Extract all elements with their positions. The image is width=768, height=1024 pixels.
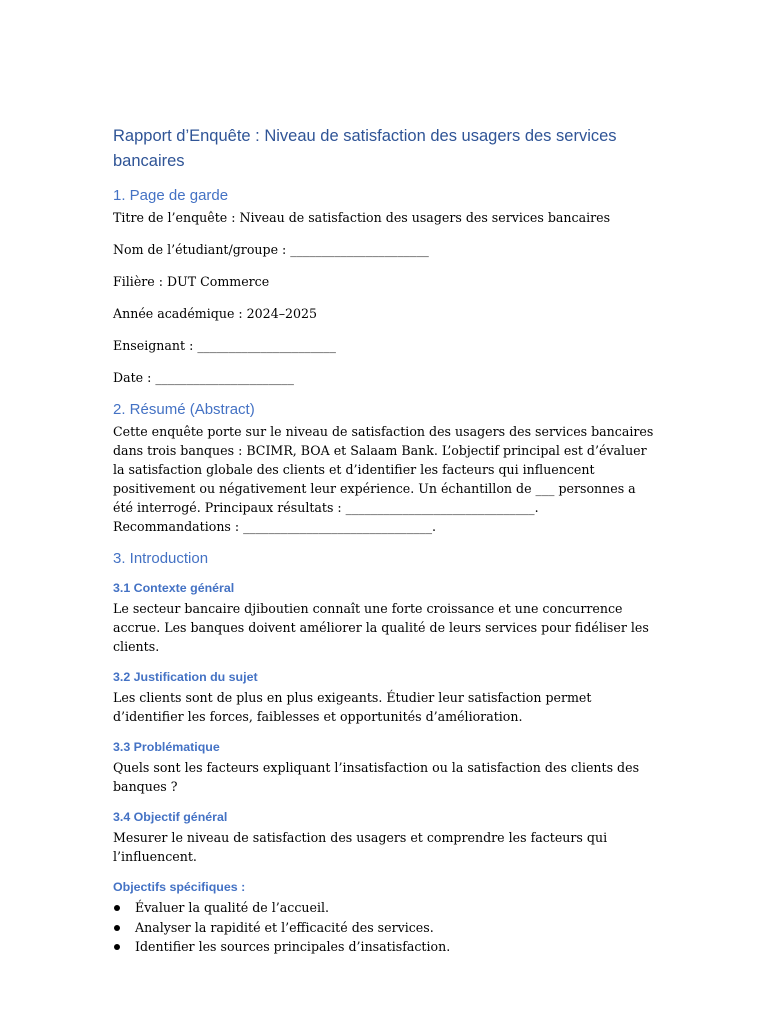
line-date: Date : ______________________: [113, 370, 294, 385]
list-item: [113, 898, 658, 918]
line-nom-etudiant: Nom de l’étudiant/groupe : ______________________: [113, 242, 429, 257]
document-title: Rapport d’Enquête : Niveau de satisfaction des usagers des services bancaires: [113, 127, 617, 170]
heading-page-de-garde: 1. Page de garde: [113, 187, 229, 204]
bullet-icon: [114, 905, 120, 911]
heading-justification: 3.2 Justification du sujet: [113, 670, 258, 684]
heading-objectif-general: 3.4 Objectif général: [113, 810, 228, 824]
contexte-paragraph: Le secteur bancaire djiboutien connaît une forte croissance et une concurrence accrue. Les banques doivent améliorer la qualité de leurs services pour fidéliser les clients.: [113, 601, 649, 654]
list-item-text: Identifier les sources principales d’insatisfaction.: [135, 939, 451, 954]
bullet-icon: [114, 944, 120, 950]
heading-objectifs-specifiques: Objectifs spécifiques :: [113, 880, 246, 894]
heading-contexte-general: 3.1 Contexte général: [113, 581, 235, 595]
justification-paragraph: Les clients sont de plus en plus exigeants. Étudier leur satisfaction permet d’identifier les forces, faiblesses et opportunités d’amélioration.: [113, 690, 592, 724]
document-page: [113, 124, 658, 957]
heading-resume: 2. Résumé (Abstract): [113, 401, 255, 418]
bullet-icon: [114, 925, 120, 931]
list-item: [113, 937, 658, 957]
line-enseignant: Enseignant : ______________________: [113, 338, 336, 353]
objectifs-list: [113, 898, 658, 957]
line-annee-academique: Année académique : 2024–2025: [113, 306, 318, 321]
resume-paragraph: Cette enquête porte sur le niveau de satisfaction des usagers des services bancaires dans trois banques : BCIMR, BOA et Salaam Bank. L’objectif principal est d’évaluer la satisfaction globale des clients et d’identifier les facteurs qui influencent positivement ou négativement leur expérience. Un échantillon de ___ personnes a été interrogé. Principaux résultats : ______________________________. Recommandations : ______________________________.: [113, 424, 654, 534]
problematique-paragraph: Quels sont les facteurs expliquant l’insatisfaction ou la satisfaction des clients des banques ?: [113, 760, 640, 794]
line-filiere: Filière : DUT Commerce: [113, 274, 270, 289]
list-item: [113, 918, 658, 938]
list-item-text: Évaluer la qualité de l’accueil.: [135, 900, 330, 915]
objectif-general-paragraph: Mesurer le niveau de satisfaction des usagers et comprendre les facteurs qui l’influencent.: [113, 830, 608, 864]
line-titre-enquete: Titre de l’enquête : Niveau de satisfaction des usagers des services bancaires: [113, 210, 611, 225]
heading-introduction: 3. Introduction: [113, 550, 209, 567]
list-item-text: Analyser la rapidité et l’efficacité des services.: [135, 919, 434, 935]
heading-problematique: 3.3 Problématique: [113, 740, 220, 754]
